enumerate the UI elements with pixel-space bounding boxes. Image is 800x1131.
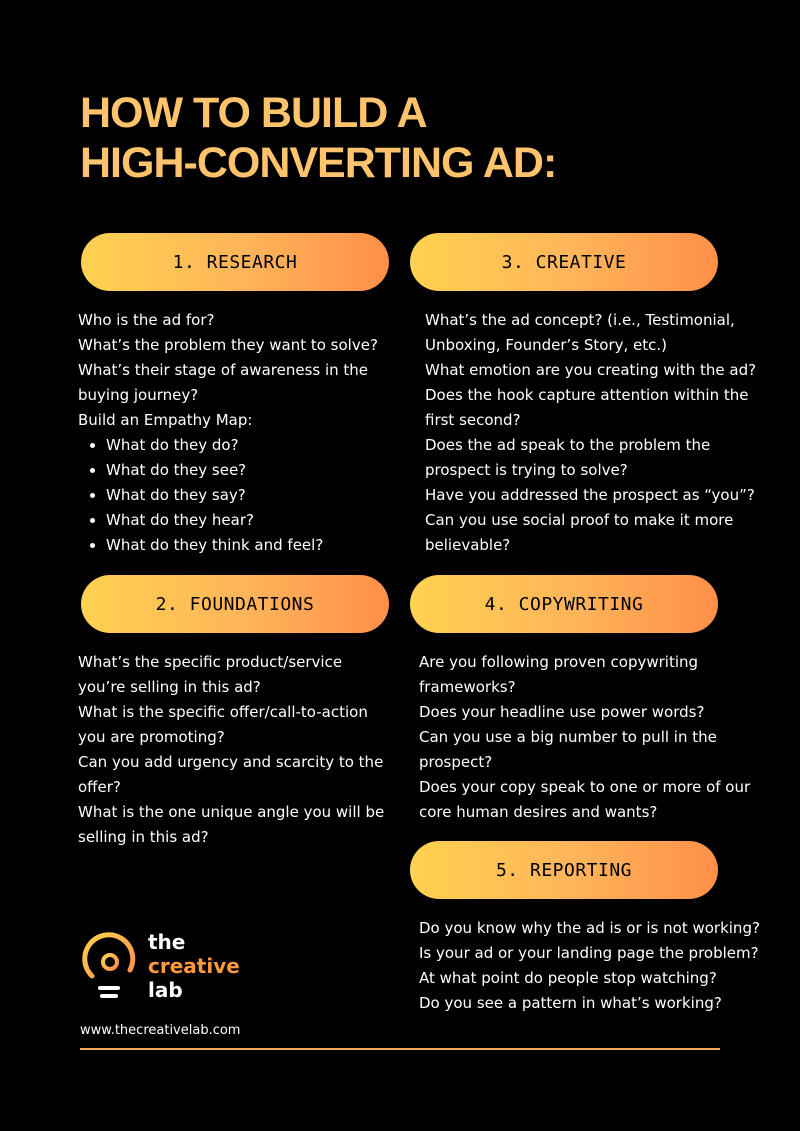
creative-line: Can you use social proof to make it more believable? xyxy=(425,511,734,554)
empathy-map-item: • What do they hear? xyxy=(106,508,396,533)
lightbulb-icon xyxy=(80,930,140,1004)
creative-label: 3. CREATIVE xyxy=(501,251,627,273)
foundations-line: What is the one unique angle you will be selling in this ad? xyxy=(78,803,385,846)
copywriting-line: Can you use a big number to pull in the prospect? xyxy=(419,728,717,771)
copywriting-body xyxy=(419,650,759,825)
research-label: 1. RESEARCH xyxy=(172,251,298,273)
copywriting-line: Are you following proven copywriting frameworks? xyxy=(419,653,699,696)
logo-word-creative: creative xyxy=(148,954,240,978)
foundations-label: 2. FOUNDATIONS xyxy=(155,593,315,615)
copywriting-line: Does your copy speak to one or more of our core human desires and wants? xyxy=(419,778,751,821)
creative-line: Does the ad speak to the problem the prospect is trying to solve? xyxy=(425,436,711,479)
reporting-body xyxy=(419,916,791,1016)
foundations-line: Can you add urgency and scarcity to the offer? xyxy=(78,753,384,796)
reporting-line: Do you see a pattern in what’s working? xyxy=(419,994,722,1012)
empathy-map-item: • What do they do? xyxy=(106,433,396,458)
copywriting-label: 4. COPYWRITING xyxy=(484,593,644,615)
logo-wordmark xyxy=(148,930,240,1002)
foundations-header xyxy=(81,575,389,633)
copywriting-line: Does your headline use power words? xyxy=(419,703,705,721)
reporting-label: 5. REPORTING xyxy=(495,859,633,881)
creative-line: What emotion are you creating with the ad? xyxy=(425,361,757,379)
foundations-line: What is the specific offer/call-to-action you are promoting? xyxy=(78,703,368,746)
foundations-body xyxy=(78,650,390,850)
copywriting-header xyxy=(410,575,718,633)
title-line-2: HIGH-CONVERTING AD: xyxy=(80,139,557,187)
empathy-map-list xyxy=(78,433,396,558)
brand-logo xyxy=(80,930,270,1006)
research-header xyxy=(81,233,389,291)
logo-word-lab: lab xyxy=(148,978,183,1002)
research-line: What’s the problem they want to solve? xyxy=(78,336,378,354)
creative-body xyxy=(425,308,765,558)
creative-line: What’s the ad concept? (i.e., Testimonial, Unboxing, Founder’s Story, etc.) xyxy=(425,311,735,354)
reporting-line: Do you know why the ad is or is not working? xyxy=(419,919,760,937)
empathy-map-item: • What do they think and feel? xyxy=(106,533,396,558)
research-body xyxy=(78,308,396,558)
logo-word-the: the xyxy=(148,930,186,954)
creative-line: Does the hook capture attention within the first second? xyxy=(425,386,749,429)
title-line-1: HOW TO BUILD A xyxy=(80,89,427,137)
reporting-line: At what point do people stop watching? xyxy=(419,969,717,987)
reporting-line: Is your ad or your landing page the problem? xyxy=(419,944,759,962)
research-line: Build an Empathy Map: xyxy=(78,411,253,429)
research-line: What’s their stage of awareness in the buying journey? xyxy=(78,361,369,404)
research-line: Who is the ad for? xyxy=(78,311,215,329)
creative-header xyxy=(410,233,718,291)
footer-divider xyxy=(80,1048,720,1050)
creative-line: Have you addressed the prospect as “you”? xyxy=(425,486,755,504)
foundations-line: What’s the specific product/service you’re selling in this ad? xyxy=(78,653,343,696)
page-title xyxy=(80,88,740,188)
empathy-map-item: • What do they see? xyxy=(106,458,396,483)
reporting-header xyxy=(410,841,718,899)
empathy-map-item: • What do they say? xyxy=(106,483,396,508)
website-url: www.thecreativelab.com xyxy=(80,1023,241,1038)
